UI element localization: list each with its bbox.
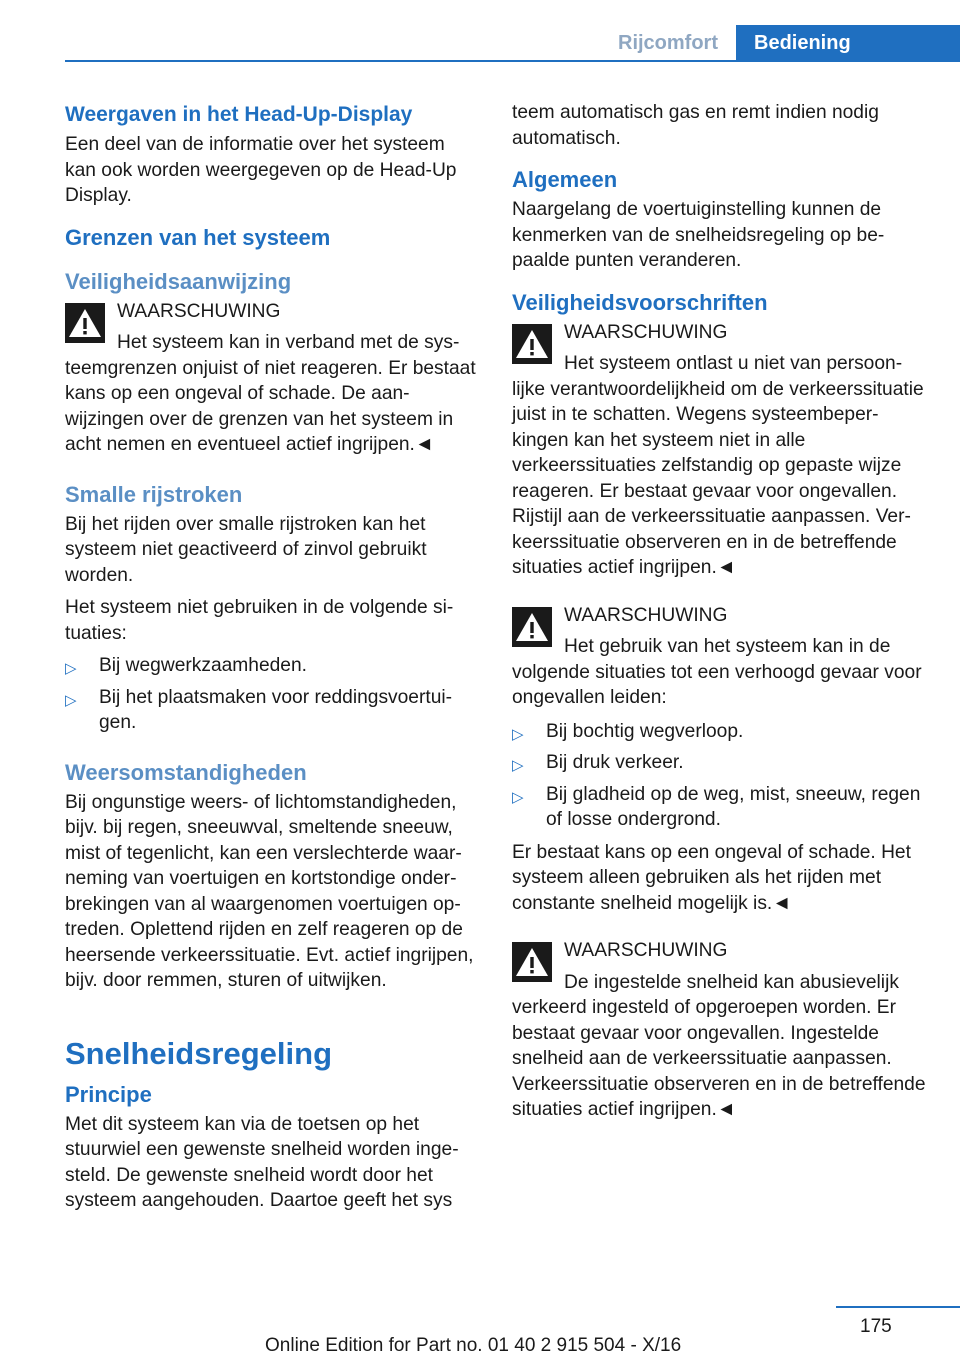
paragraph: Een deel van de informatie over het systeem kan ook worden weergegeven op de Head-Up Display.	[65, 134, 457, 206]
header-tab-rijcomfort: Rijcomfort	[618, 32, 718, 54]
subsection-title-veiligheidsaanwijzing: Veiligheidsaanwijzing	[65, 268, 292, 294]
bullet-list	[512, 719, 927, 833]
page-number: 175	[860, 1316, 892, 1337]
section-title-principe: Principe	[65, 1081, 152, 1107]
paragraph: Het systeem niet gebruiken in de volgende situaties:	[65, 597, 454, 644]
warning-box	[512, 938, 927, 1123]
warning-triangle-icon	[512, 942, 552, 982]
section-title-veiligheidsvoorschriften: Veiligheidsvoorschriften	[512, 289, 768, 315]
chapter-title-snelheidsregeling: Snelheidsregeling	[65, 1035, 333, 1071]
footer-rule	[836, 1306, 960, 1308]
right-column	[512, 100, 927, 1131]
warning-triangle-icon	[65, 303, 105, 343]
section-title-head-up-display: Weergaven in het Head-Up-Display	[65, 103, 413, 126]
paragraph: Bij ongunstige weers- of lichtomstandigheden, bijv. bij regen, sneeuwval, smeltende sneeuw, mist of tegenlicht, kan een verslechterde waarneming van voertuigen en kortstondige onderbrekingen van al waargenomen voertuigen optreden. Oplettend rijden en zelf reageren op de heersende verkeerssituatie. Evt. actief ingrijpen, bijv. door remmen, sturen of uitwijken.	[65, 791, 474, 991]
warning-box	[512, 320, 927, 581]
left-column	[65, 100, 480, 1221]
paragraph: teem automatisch gas en remt indien nodig automatisch.	[512, 102, 879, 149]
warning-title: WAARSCHUWING	[564, 321, 728, 343]
subsection-title-smalle-rijstroken: Smalle rijstroken	[65, 481, 243, 507]
triangle-right-icon: ▷	[512, 757, 524, 774]
list-item-text: Bij wegwerkzaamheden.	[99, 655, 307, 676]
list-item-text: Bij bochtig wegverloop.	[546, 720, 744, 742]
list-item	[65, 685, 480, 736]
list-item-text: Bij gladheid op de weg, mist, sneeuw, regen of losse ondergrond.	[546, 783, 921, 830]
triangle-right-icon: ▷	[512, 725, 524, 743]
paragraph: Naargelang de voertuiginstelling kunnen de kenmerken van de snelheidsregeling op bepaalde punten veranderen.	[512, 199, 885, 271]
list-item	[512, 719, 927, 745]
warning-text: Het gebruik van het systeem kan in de volgende situaties tot een verhoogd gevaar voor ongevallen leiden:	[512, 636, 922, 708]
list-item	[65, 653, 480, 679]
paragraph: Bij het rijden over smalle rijstroken kan het systeem niet geactiveerd of zinvol gebruikt worden.	[65, 513, 427, 586]
header-tab-bediening: Bediening	[736, 25, 960, 62]
header-rule	[65, 60, 960, 62]
warning-text: Het systeem ontlast u niet van persoonlijke verantwoordelijkheid om de verkeerssituatie juist in te schatten. Wegens systeembeperkingen kan het systeem niet in alle verkeerssituaties zelfstandig op gepaste wijze reageren. Er bestaat gevaar voor ongevallen. Rijstijl aan de verkeerssituatie aanpassen. Verkeerssituatie observeren en in de betreffende situaties actief ingrijpen.◄	[512, 353, 924, 578]
subsection-title-weersomstandigheden: Weersomstandigheden	[65, 759, 307, 785]
triangle-right-icon: ▷	[512, 788, 524, 806]
warning-text: Het systeem kan in verband met de systeemgrenzen onjuist of niet reageren. Er bestaat kans op een ongeval of schade. De aanwijzingen over de grenzen van het systeem in acht nemen en eventueel actief ingrijpen.◄	[65, 332, 476, 455]
paragraph: Er bestaat kans op een ongeval of schade. Het systeem alleen gebruiken als het rijden met constante snelheid mogelijk is.◄	[512, 841, 911, 914]
warning-text: De ingestelde snelheid kan abusievelijk verkeerd ingesteld of opgeroepen worden. Er bestaat gevaar voor ongevallen. Ingestelde snelheid aan de verkeerssituatie aanpassen. Verkeerssituatie observeren en in de betreffende situaties actief ingrijpen.◄	[512, 971, 926, 1120]
triangle-right-icon: ▷	[65, 691, 77, 709]
list-item	[512, 782, 927, 833]
list-item-text: Bij het plaatsmaken voor reddingsvoertuigen.	[99, 686, 453, 733]
footer-edition: Online Edition for Part no. 01 40 2 915 504 - X/16	[265, 1335, 682, 1356]
section-title-grenzen: Grenzen van het systeem	[65, 224, 331, 250]
warning-box	[512, 603, 927, 711]
warning-title: WAARSCHUWING	[564, 604, 728, 626]
triangle-right-icon: ▷	[65, 660, 77, 677]
warning-triangle-icon	[512, 607, 552, 647]
warning-title: WAARSCHUWING	[117, 300, 281, 322]
warning-triangle-icon	[512, 324, 552, 364]
list-item	[512, 750, 927, 776]
warning-title: WAARSCHUWING	[564, 940, 728, 961]
list-item-text: Bij druk verkeer.	[546, 752, 684, 773]
paragraph: Met dit systeem kan via de toetsen op het stuurwiel een gewenste snelheid worden ingesteld. De gewenste snelheid wordt door het systeem aangehouden. Daartoe geeft het sys	[65, 1113, 459, 1211]
warning-box	[65, 299, 480, 458]
bullet-list	[65, 653, 480, 736]
section-title-algemeen: Algemeen	[512, 167, 618, 192]
